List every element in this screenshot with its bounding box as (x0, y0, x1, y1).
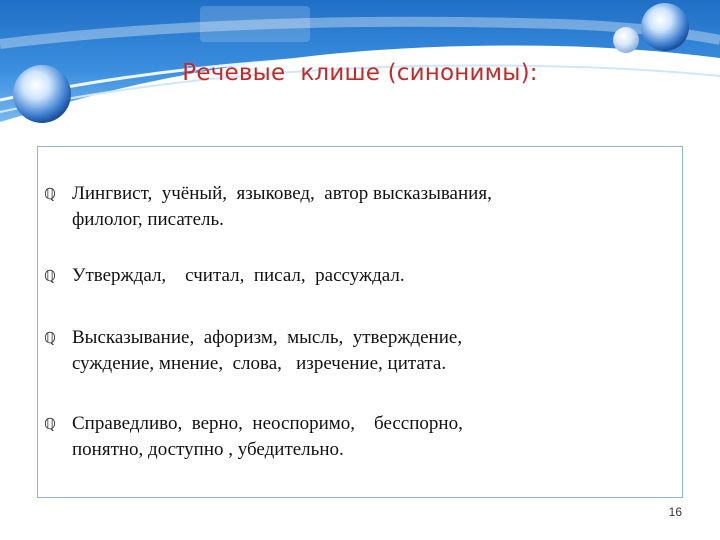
bullet-icon: ℚ (44, 267, 56, 285)
item-line: Высказывание, афоризм, мысль, утверждение, (72, 327, 463, 348)
content-box (37, 146, 683, 498)
item-line: Утверждал, считал, писал, рассуждал. (72, 265, 405, 286)
item-line: Лингвист, учёный, языковед, автор высказывания, (72, 183, 492, 204)
bullet-icon: ℚ (44, 185, 56, 203)
item-line: филолог, писатель. (72, 209, 224, 230)
slide-title: Речевые клише (синонимы): (182, 60, 538, 86)
bullet-icon: ℚ (44, 329, 56, 347)
item-line: суждение, мнение, слова, изречение, цитата. (72, 353, 447, 374)
item-line: Справедливо, верно, неоспоримо, бесспорно, (72, 413, 463, 434)
page-number: 16 (668, 505, 682, 519)
orb-top-right (641, 3, 689, 51)
item-line: понятно, доступно , убедительно. (72, 439, 344, 460)
bullet-icon: ℚ (44, 415, 56, 433)
orb-small-right (613, 27, 639, 53)
